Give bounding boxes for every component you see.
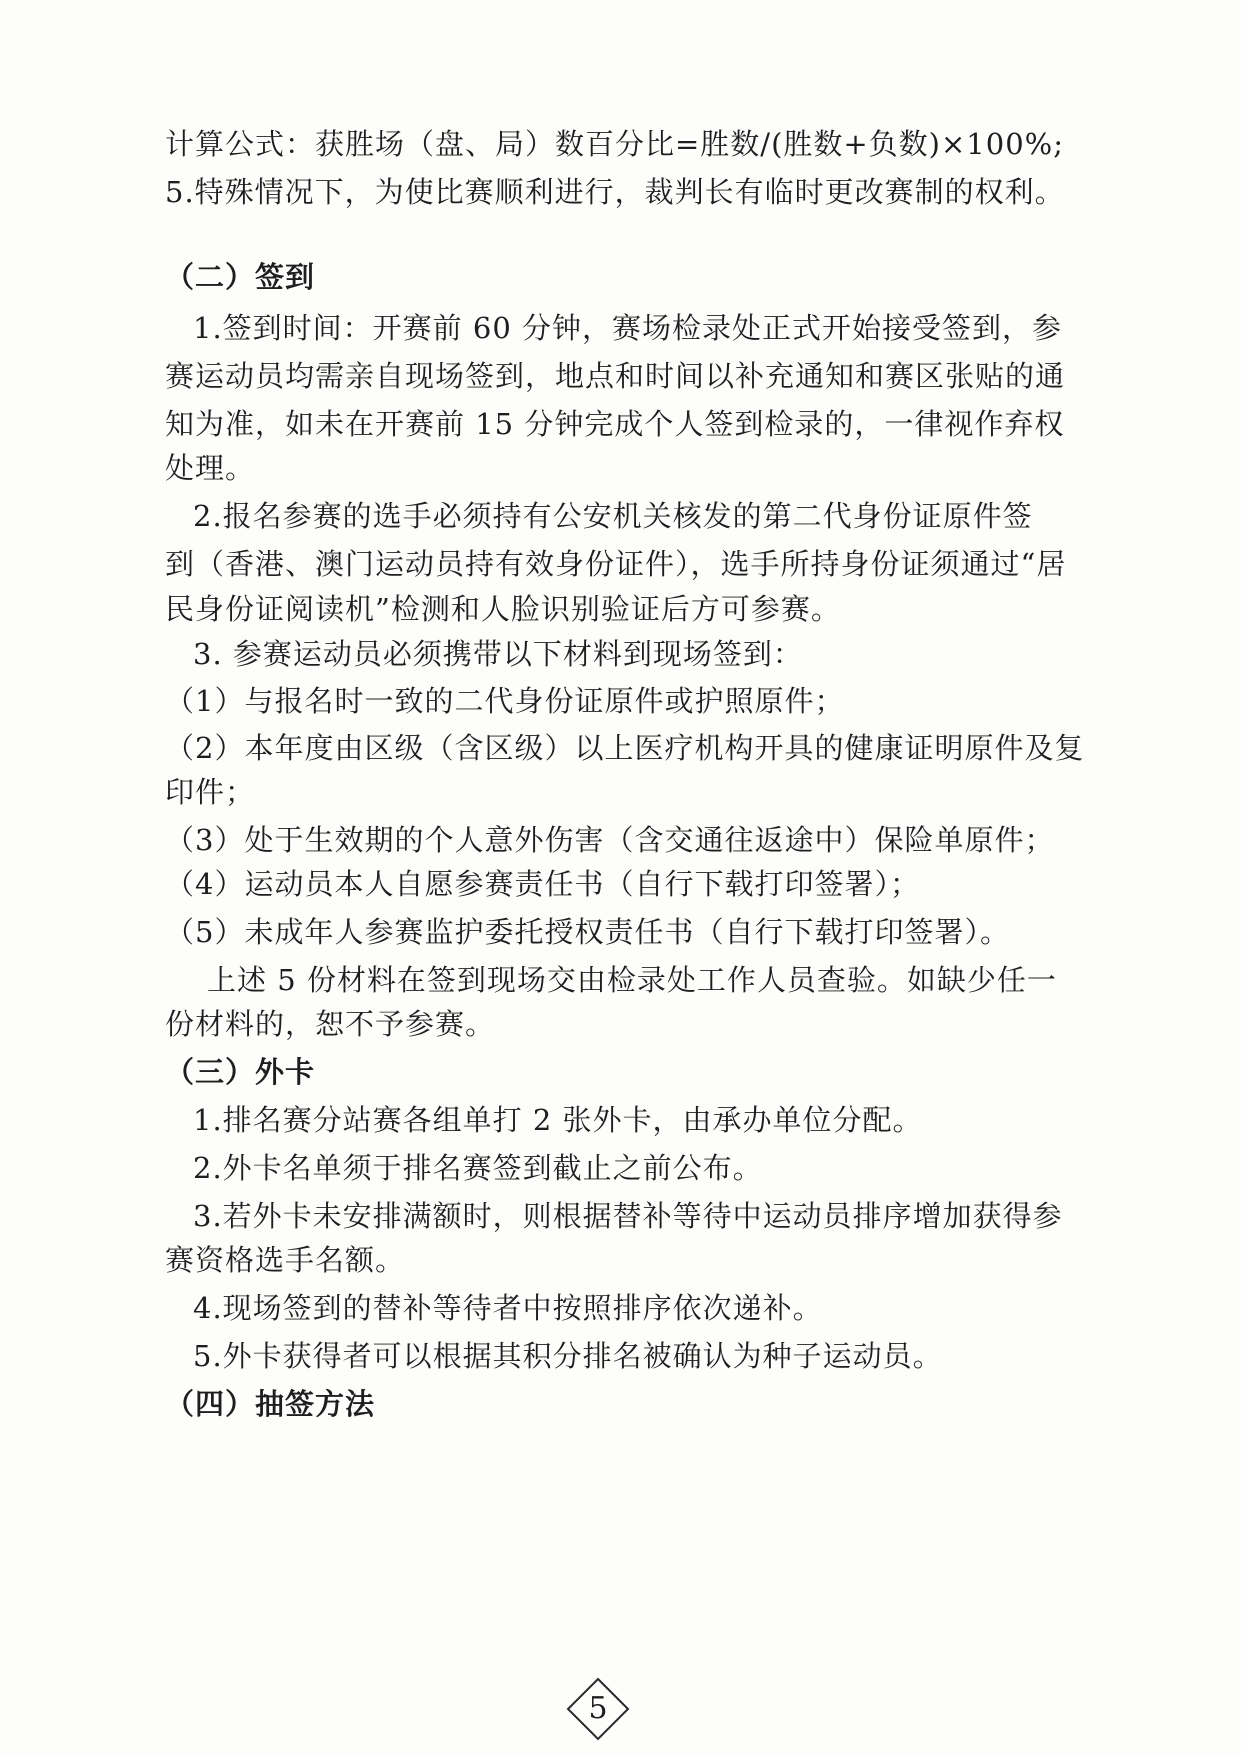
material-5: （5）未成年人参赛监护委托授权责任书（自行下载打印签署）。 <box>165 915 1010 949</box>
signin-item-1-line-1: 1.签到时间：开赛前 60 分钟，赛场检录处正式开始接受签到，参 <box>193 311 1063 345</box>
material-3: （3）处于生效期的个人意外伤害（含交通往返途中）保险单原件； <box>165 823 1055 857</box>
material-2-line-1: （2）本年度由区级（含区级）以上医疗机构开具的健康证明原件及复 <box>165 731 1085 765</box>
signin-item-2-line-2: 到（香港、澳门运动员持有效身份证件），选手所持身份证须通过“居 <box>165 547 1067 581</box>
signin-item-1-line-3: 知为准，如未在开赛前 15 分钟完成个人签到检录的，一律视作弃权 <box>165 407 1065 441</box>
section-heading-draw: （四）抽签方法 <box>165 1387 376 1421</box>
materials-note-line-1: 上述 5 份材料在签到现场交由检录处工作人员查验。如缺少任一 <box>207 963 1057 997</box>
wildcard-item-2: 2.外卡名单须于排名赛签到截止之前公布。 <box>193 1151 763 1185</box>
wildcard-item-5: 5.外卡获得者可以根据其积分排名被确认为种子运动员。 <box>193 1339 943 1373</box>
signin-item-2-line-1: 2.报名参赛的选手必须持有公安机关核发的第二代身份证原件签 <box>193 499 1033 533</box>
material-4: （4）运动员本人自愿参赛责任书（自行下载打印签署）； <box>165 867 920 901</box>
section-heading-signin: （二）签到 <box>165 260 316 294</box>
materials-note-line-2: 份材料的，恕不予参赛。 <box>165 1007 496 1041</box>
signin-item-1-line-4: 处理。 <box>165 451 256 485</box>
wildcard-item-3-line-1: 3.若外卡未安排满额时，则根据替补等待中运动员排序增加获得参 <box>193 1199 1063 1233</box>
section-heading-wildcard: （三）外卡 <box>165 1055 316 1089</box>
wildcard-item-1: 1.排名赛分站赛各组单打 2 张外卡，由承办单位分配。 <box>193 1103 923 1137</box>
formula-line: 计算公式：获胜场（盘、局）数百分比=胜数/(胜数+负数)×100%; <box>165 127 1064 161</box>
page-number-badge <box>565 1676 631 1742</box>
material-1: （1）与报名时一致的二代身份证原件或护照原件； <box>165 684 845 718</box>
wildcard-item-3-line-2: 赛资格选手名额。 <box>165 1243 406 1277</box>
page-number: 5 <box>588 1691 608 1726</box>
signin-item-1-line-2: 赛运动员均需亲自现场签到，地点和时间以补充通知和赛区张贴的通 <box>165 359 1066 393</box>
material-2-line-2: 印件； <box>165 775 256 809</box>
signin-item-2-line-3: 民身份证阅读机”检测和人脸识别验证后方可参赛。 <box>165 592 841 626</box>
wildcard-item-4: 4.现场签到的替补等待者中按照排序依次递补。 <box>193 1291 823 1325</box>
rule-item-5: 5.特殊情况下，为使比赛顺利进行，裁判长有临时更改赛制的权利。 <box>165 175 1065 209</box>
signin-item-3: 3. 参赛运动员必须携带以下材料到现场签到： <box>193 637 803 671</box>
